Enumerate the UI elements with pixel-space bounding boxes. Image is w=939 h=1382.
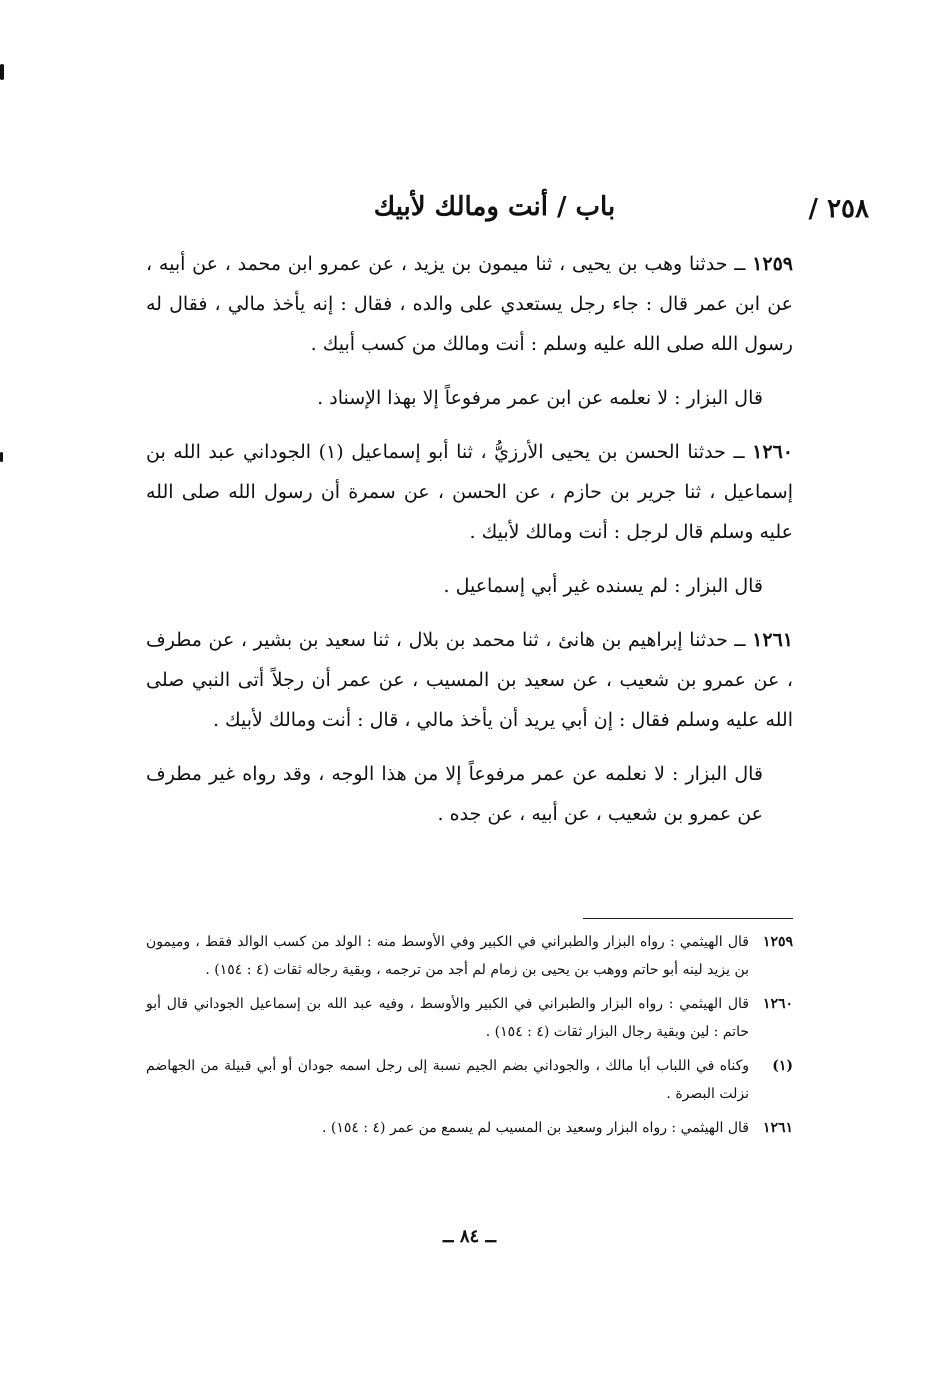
scan-edge-mark (0, 64, 4, 80)
hadith-number: ١٢٦١ (752, 629, 793, 651)
bazzar-remark: قال البزار : لم يسنده غير أبي إسماعيل . (443, 575, 763, 597)
bazzar-remark: قال البزار : لا نعلمه عن ابن عمر مرفوعاً إلا بهذا الإسناد . (317, 387, 763, 409)
footnote (146, 928, 793, 984)
footnote (146, 990, 793, 1046)
footnote (146, 1052, 793, 1108)
hadith-number: ١٢٥٩ (752, 253, 793, 275)
footnote-marker: ١٢٦٠ (762, 996, 793, 1012)
footnote-text: وكناه في اللباب أبا مالك ، والجوداني بضم الجيم نسبة إلى رجل اسمه جودان أو أبي قبيلة من الجهاضم نزلت البصرة . (146, 1058, 749, 1102)
footnote-divider (583, 918, 793, 919)
hadith-text: ــ حدثنا إبراهيم بن هانئ ، ثنا محمد بن بلال ، ثنا سعيد بن بشير ، عن مطرف ، عن عمرو بن شعيب ، عن سعيد بن المسيب ، عن عمر أن رجلاً أتى النبي صلى الله عليه وسلم فقال : إن أبي يريد أن يأخذ مالي ، قال : أنت ومالك لأبيك . (146, 629, 793, 731)
hadith-paragraph (146, 620, 793, 740)
footnote-marker: ١٢٦١ (762, 1120, 793, 1136)
footnote-text: قال الهيثمي : رواه البزار والطبراني في الكبير والأوسط ، وفيه عبد الله بن إسماعيل الجوداني قال أبو حاتم : لين وبقية رجال البزار ثقات (٤ : ١٥٤) . (146, 996, 749, 1040)
footnote (146, 1114, 793, 1142)
hadith-number: ١٢٦٠ (752, 441, 793, 463)
page-number-bottom: ــ ٨٤ ــ (443, 1226, 496, 1247)
footnote-text: قال الهيثمي : رواه البزار والطبراني في الكبير وفي الأوسط منه : الولد من كسب الوالد فقط ، وميمون بن يزيد لينه أبو حاتم ووهب بن يحيى بن زمام لم أجد من ترجمه ، وبقية رجاله ثقات (٤ : ١٥٤) . (146, 934, 749, 978)
footnote-marker: ١٢٥٩ (762, 934, 793, 950)
bazzar-remark: قال البزار : لا نعلمه عن عمر مرفوعاً إلا من هذا الوجه ، وقد رواه غير مطرف عن عمرو بن شعيب ، عن أبيه ، عن جده . (146, 763, 763, 825)
page-number-top: ٢٥٨ / (808, 194, 869, 224)
scan-edge-mark (0, 452, 3, 462)
footnote-marker: (١) (772, 1058, 793, 1074)
page-header (120, 190, 869, 234)
chapter-title: باب / أنت ومالك لأبيك (373, 192, 616, 222)
hadith-text: ــ حدثنا الحسن بن يحيى الأرزيُّ ، ثنا أبو إسماعيل (١) الجوداني عبد الله بن إسماعيل ، ثنا جرير بن حازم ، عن الحسن ، عن سمرة أن رسول الله صلى الله عليه وسلم قال لرجل : أنت ومالك لأبيك . (146, 441, 793, 543)
hadith-paragraph (146, 432, 793, 552)
footnote-text: قال الهيثمي : رواه البزار وسعيد بن المسيب لم يسمع من عمر (٤ : ١٥٤) . (321, 1120, 749, 1136)
main-text (146, 244, 793, 848)
footnotes (146, 928, 793, 1148)
hadith-text: ــ حدثنا وهب بن يحيى ، ثنا ميمون بن يزيد ، عن عمرو ابن محمد ، عن أبيه ، عن ابن عمر قال : جاء رجل يستعدي على والده ، فقال : إنه يأخذ مالي ، فقال له رسول الله صلى الله عليه وسلم : أنت ومالك من كسب أبيك . (146, 253, 793, 355)
hadith-paragraph (146, 244, 793, 364)
